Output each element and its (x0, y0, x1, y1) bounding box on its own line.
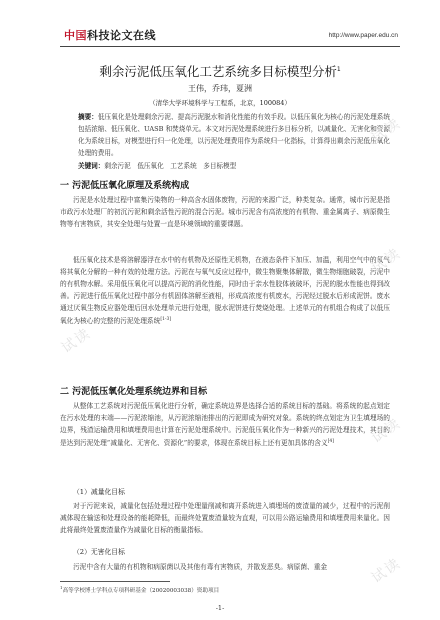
watermark: 试读 (368, 245, 405, 277)
footnote-text: 高等学校博士学科点专项科研基金（20020003038）资助项目 (62, 587, 220, 594)
subsection-reduction-paragraph: 对于污泥来说，减量化包括处理过程中处理量削减和离开系统进入填埋场的废渣量的减少，过程中的污泥削减体现在输送和处理设备的能耗降低，而最终处置废渣量较为直观，可以用公路运输费用和填埋费用来量化。因此将最终处置废渣量作为减量化目标的衡量指标。 (60, 502, 390, 534)
paper-affiliation: （清华大学环境科学与工程系，北京，100084） (149, 99, 291, 107)
paper-title (0, 62, 440, 80)
watermark: 试读 (368, 415, 405, 447)
paper-title-text: 剩余污泥低压氧化工艺系统多目标模型分析 (99, 64, 337, 79)
section-2-paragraph-1-text: 从整体工艺系统对污泥低压氧化进行分析，确定系统边界是选择合适的系统目标的基础。将系统的起点划定在污水处理的末端——污泥浓缩池，从污泥浓缩池排出的污泥即成为研究对象。系统的终点划定为卫生填埋场的边界，残渣运输费用和填埋费用也计算在污泥处理系统中。污泥低压氧化作为一种新兴的污泥处理技术，其目的是达到污泥处理“减量化、无害化、资源化”的要求，体现在系统目标上还有更加具体的含义 (60, 402, 390, 448)
subsection-reduction: （1）减量化目标 (73, 488, 125, 496)
keywords (78, 160, 390, 170)
section-1-paragraph-2 (60, 254, 390, 327)
watermark: 试读 (368, 115, 405, 147)
footnote-divider (60, 581, 170, 582)
watermark: 试读 (368, 555, 405, 587)
subsection-harmless-paragraph: 污泥中含有大量的有机物和病原菌以及其他有毒有害物质，并散发恶臭。病原菌、重金 (73, 563, 328, 571)
footnote-mark: 1 (60, 585, 63, 590)
section-1-paragraph-1: 污泥是水处理过程中富集污染物的一种高含水固体废物，污泥的来源广泛，种类复杂。通常，城市污泥是指市政污水处理厂的初沉污泥和剩余活性污泥的混合污泥。城市污泥含有高浓度的有机物、重金属离子、病原微生物等有害物质，其安全处理与处置一直是环境领域的重要课题。 (60, 196, 390, 228)
keywords-text: 剩余污泥 低压氧化 工艺系统 多目标模型 (104, 162, 237, 170)
site-url[interactable]: http://www.paper.edu.cn (328, 32, 398, 39)
subsection-harmless: （2）无害化目标 (73, 548, 125, 556)
watermark: 试读 (58, 325, 95, 357)
section-2-paragraph-1 (60, 400, 390, 449)
footnote (60, 585, 219, 594)
page-number: -1- (215, 604, 225, 612)
reference-1-3[interactable]: [1-3] (160, 317, 172, 322)
section-2-heading: 二 污泥低压氧化处理系统边界和目标 (60, 387, 208, 397)
abstract-text: 低压氧化是处理剩余污泥、提高污泥脱水和消化性能的有效手段。以低压氧化为核心的污泥处理系统包括浓缩、低压氧化、UASB 和焚烧单元。本文对污泥处理系统进行多目标分析，以减量化、无害化和资源化为系统目标，对模型进行归一化处理，以污泥处理费用作为系统归一化指标，计算得出剩余污泥低压氧化处理的费用。 (78, 113, 391, 157)
abstract-label: 摘要： (78, 113, 98, 121)
logo-text-dark: 科技论文在线 (87, 30, 156, 42)
paper-authors: 王伟，乔玮，夏洲 (188, 84, 252, 93)
logo-text-red: 中国 (64, 30, 87, 42)
site-logo[interactable] (64, 27, 156, 43)
keywords-label: 关键词： (78, 162, 105, 170)
reference-4[interactable]: [4] (327, 439, 335, 444)
section-1-paragraph-2-text: 低压氧化技术是将溶解器浮在水中的有机物及还原性无机物，在液态条件下加压、加温，利用空气中的氧气将其氧化分解的一种有效的处理方法。污泥在与氧气反应过程中，微生物聚集体解散，微生物细胞破裂，污泥中的有机物水解。采用低压氧化可以提高污泥的消化性能，同时由于亲水性胶体被破坏，污泥的脱水性能也得到改善。污泥进行低压氧化过程中部分有机固体溶解至液相，形成高浓度有机废水，污泥经过脱水后形成泥饼。废水通过厌氧生物反应器处理后回水处理单元进行处理，脱水泥饼进行焚烧处理。上述单元的有机组合构成了以低压氧化为核心的完整的污泥处理系统 (60, 256, 390, 326)
section-1-heading: 一 污泥低压氧化原理及系统构成 (60, 181, 190, 191)
page-header (0, 0, 440, 42)
abstract (78, 111, 390, 159)
header-divider (60, 46, 400, 47)
title-footnote-mark: 1 (336, 65, 341, 73)
